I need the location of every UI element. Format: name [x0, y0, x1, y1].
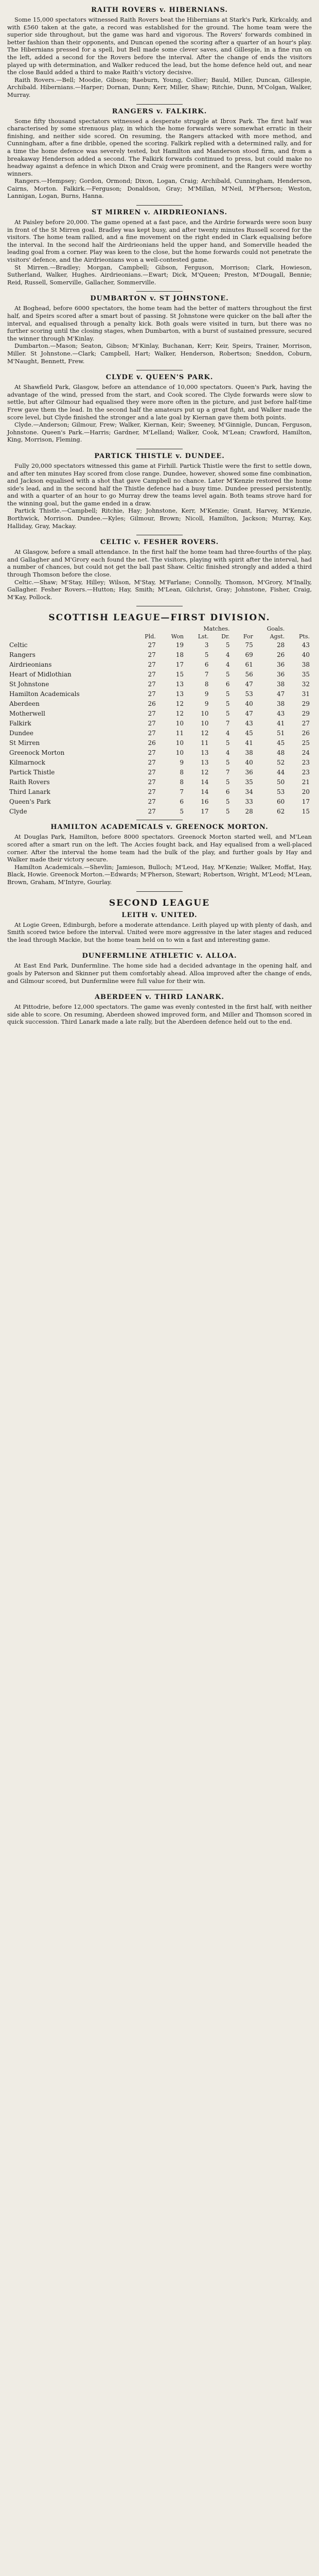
cell-club: Airdrieonians	[9, 661, 52, 669]
cell-against: 51	[276, 730, 285, 737]
table-row	[7, 787, 312, 797]
cell-lost: 12	[201, 730, 209, 737]
cell-for: 69	[245, 651, 253, 659]
team-lineups: Rangers.—Hempsey; Gordon, Ormond; Dixon, Logan, Craig; Archibald, Cunningham, Henderson, Cairns, Morton. Falkirk.—Ferguson; Donaldson, Gray; M'Millan, M'Neil, M'Pherson; Weston, Lannigan, Logan, Burns, Hanna.	[7, 177, 312, 200]
divider	[136, 104, 183, 105]
report-paragraph: At Pittodrie, before 12,000 spectators. The game was evenly contested in the first half, with neither side able to score. On resuming, Aberdeen showed improved form, and Miller and Thomson scored in quick succession. Third Lanark made a late rally, but the Aberdeen defence held out to the end.	[7, 1003, 312, 1026]
cell-pld: 27	[148, 778, 156, 786]
cell-pld: 27	[148, 661, 156, 669]
cell-club: St Johnstone	[9, 681, 49, 688]
league-table	[7, 625, 312, 817]
match-reports-continued	[7, 823, 312, 886]
cell-pts: 23	[302, 759, 310, 767]
cell-pts: 21	[302, 778, 310, 786]
match-report-leith-unitedcrowns	[7, 911, 312, 944]
cell-won: 13	[175, 681, 184, 688]
report-paragraph: At Paisley before 20,000. The game opened at a fast pace, and the Airdrie forwards were soon busy in front of the St Mirren goal. Bradley was kept busy, and after twenty minutes Russell scored for the visitors. The home team rallied, and a fine movement on the right ended in Clark equalising before the interval. In the second half the Airdrieonians held the upper hand, and Somerville headed the leading goal from a corner. Play was keen to the close, but the home forwards could not penetrate the visitors' defence, and the Airdrieonians won a well-contested game.	[7, 218, 312, 264]
match-report-celtic-fetherovers	[7, 538, 312, 601]
cell-for: 61	[245, 661, 253, 669]
cell-won: 18	[175, 651, 184, 659]
cell-lost: 9	[204, 700, 209, 708]
cell-lost: 7	[204, 671, 209, 679]
cell-club: Motherwell	[9, 710, 45, 718]
cell-won: 5	[180, 808, 184, 816]
cell-won: 12	[175, 710, 184, 718]
table-row	[7, 797, 312, 807]
cell-lost: 16	[201, 798, 209, 806]
cell-drawn: 5	[225, 739, 230, 747]
cell-against: 38	[276, 681, 285, 688]
cell-against: 44	[276, 769, 285, 776]
cell-pld: 26	[148, 739, 156, 747]
cell-for: 45	[245, 730, 253, 737]
cell-for: 28	[245, 808, 253, 816]
team-lineups: Celtic.—Shaw; M'Stay, Hilley; Wilson, M'Stay, M'Farlane; Connolly, Thomson, M'Grory, M'Inally, Gallagher. Fesher Rovers.—Hutton; Hay, Smith; M'Lean, Gilchrist, Gray; Johnstone, Fisher, Craig, M'Kay, Pollock.	[7, 578, 312, 601]
cell-for: 40	[245, 759, 253, 767]
cell-lost: 10	[201, 710, 209, 718]
cell-won: 7	[180, 788, 184, 796]
match-headline: HAMILTON ACADEMICALS v. GREENOCK MORTON.	[50, 823, 269, 832]
match-headline: CELTIC v. FESHER ROVERS.	[100, 538, 219, 547]
cell-drawn: 7	[225, 769, 230, 776]
cell-drawn: 4	[225, 730, 230, 737]
cell-drawn: 5	[225, 671, 230, 679]
table-row	[7, 758, 312, 768]
cell-for: 56	[245, 671, 253, 679]
cell-for: 36	[245, 769, 253, 776]
cell-club: Celtic	[9, 641, 28, 649]
cell-drawn: 5	[225, 710, 230, 718]
cell-pts: 38	[302, 661, 310, 669]
cell-lost: 13	[201, 759, 209, 767]
match-report-raith-hibernians	[7, 6, 312, 99]
team-lineups: Partick Thistle.—Campbell; Ritchie, Hay; Johnstone, Kerr, M'Kenzie; Grant, Harvey, M'Kenzie, Borthwick, Morrison. Dundee.—Kyles; Gilmour, Brown; Nicoll, Hamilton, Jackson; Murray, Kay, Halliday, Gray, Mackay.	[7, 507, 312, 530]
cell-won: 15	[175, 671, 184, 679]
cell-pts: 31	[302, 690, 310, 698]
table-row	[7, 768, 312, 777]
cell-pld: 27	[148, 681, 156, 688]
match-headline: DUNFERMLINE ATHLETIC v. ALLOA.	[82, 952, 237, 960]
cell-won: 10	[175, 739, 184, 747]
cell-pld: 27	[148, 641, 156, 649]
cell-against: 45	[276, 739, 285, 747]
cell-club: Aberdeen	[9, 700, 40, 708]
report-paragraph: Fully 20,000 spectators witnessed this game at Firhill. Partick Thistle were the first to settle down, and after ten minutes Hay scored from close range. Dundee, however, showed some fine combination, and Jackson equalised with a shot that gave Campbell no chance. Later M'Kenzie restored the home side's lead, and in the second half the Thistle defence had a busy time. Dundee pressed persistently, and with a quarter of an hour to go Murray drew the teams level again. Both teams strove hard for the winning goal, but the game ended in a draw.	[7, 462, 312, 507]
report-paragraph: At Logie Green, Edinburgh, before a moderate attendance. Leith played up with plenty of dash, and Smith scored twice before the interval. United were more aggressive in the later stages and reduced the lead through Mackie, but the home team held on to win a fast and interesting game.	[7, 921, 312, 943]
cell-against: 48	[276, 749, 285, 757]
cell-club: Greenock Morton	[9, 749, 65, 757]
cell-for: 43	[245, 720, 253, 727]
cell-lost: 8	[204, 681, 209, 688]
cell-club: Hamilton Academicals	[9, 690, 80, 698]
match-report-stmirren-airdrieonians	[7, 209, 312, 286]
cell-pld: 26	[148, 700, 156, 708]
cell-lost: 10	[201, 720, 209, 727]
cell-lost: 13	[201, 749, 209, 757]
match-report-clyde-queenspark	[7, 374, 312, 444]
table-row	[7, 738, 312, 748]
match-headline: RAITH ROVERS v. HIBERNIANS.	[91, 6, 228, 14]
team-lineups: Clyde.—Anderson; Gilmour, Frew; Walker, Kiernan, Keir; Sweeney, M'Ginnigle, Duncan, Ferguson, Johnstone. Queen's Park.—Harris; Gardner, M'Lelland; Walker, Cook, M'Lean; Crawford, Hamilton, King, Morrison, Fleming.	[7, 421, 312, 444]
match-report-dumbarton-stjohnstone	[7, 295, 312, 365]
cell-pld: 27	[148, 730, 156, 737]
second-league-reports	[7, 911, 312, 1026]
cell-drawn: 5	[225, 690, 230, 698]
cell-lost: 6	[204, 661, 209, 669]
cell-club: Dundee	[9, 730, 33, 737]
report-paragraph: At Shawfield Park, Glasgow, before an attendance of 10,000 spectators. Queen's Park, having the advantage of the wind, pressed from the start, and Cook scored. The Clyde forwards were slow to settle, but after Gilmour had equalised they were more often in the picture, and just before half-time Frew gave them the lead. In the second half the amateurs put up a great fight, and Walker made the score level, but Clyde finished the stronger and a late goal by Kiernan gave them both points.	[7, 383, 312, 421]
cell-for: 47	[245, 710, 253, 718]
cell-pts: 25	[302, 739, 310, 747]
match-reports	[7, 6, 312, 601]
cell-pld: 27	[148, 720, 156, 727]
table-row	[7, 680, 312, 689]
against-header: Agst.	[270, 633, 285, 640]
cell-drawn: 7	[225, 720, 230, 727]
cell-pld: 27	[148, 651, 156, 659]
table-row	[7, 719, 312, 728]
cell-against: 36	[276, 671, 285, 679]
match-headline: CLYDE v. QUEEN'S PARK.	[105, 374, 214, 382]
cell-won: 12	[175, 700, 184, 708]
cell-won: 8	[180, 778, 184, 786]
cell-pld: 27	[148, 808, 156, 816]
cell-for: 34	[245, 788, 253, 796]
cell-club: Raith Rovers	[9, 778, 50, 786]
cell-won: 9	[180, 759, 184, 767]
match-headline: ST MIRREN v. AIRDRIEONIANS.	[91, 209, 228, 217]
cell-pts: 35	[302, 671, 310, 679]
cell-drawn: 6	[225, 681, 230, 688]
table-row	[7, 728, 312, 738]
cell-club: Clyde	[9, 808, 27, 816]
cell-pts: 40	[302, 651, 310, 659]
match-headline: RANGERS v. FALKIRK.	[112, 107, 207, 115]
cell-for: 35	[245, 778, 253, 786]
cell-for: 53	[245, 690, 253, 698]
cell-for: 47	[245, 681, 253, 688]
points-header: Pts.	[299, 633, 310, 640]
cell-club: Falkirk	[9, 720, 31, 727]
cell-club: Partick Thistle	[9, 769, 55, 776]
cell-against: 41	[276, 720, 285, 727]
report-paragraph: At Boghead, before 6000 spectators, the home team had the better of matters throughout the first half, and Speirs scored after a smart bout of passing. St Johnstone were quicker on the ball after the interval, and equalised through a penalty kick. Both goals were visited in turn, but there was no further scoring until the closing stages, when Dumbarton, with a burst of sustained pressure, secured the winner through M'Kinlay.	[7, 304, 312, 342]
lost-header: Lst.	[198, 633, 209, 640]
cell-won: 13	[175, 690, 184, 698]
match-headline: DUMBARTON v. ST JOHNSTONE.	[90, 295, 229, 303]
team-lineups: St Mirren.—Bradley; Morgan, Campbell; Gibson, Ferguson, Morrison; Clark, Howieson, Sutherland, Walker, Hughes. Airdrieonians.—Ewart; Dick, M'Queen; Preston, M'Dougall, Bennie; Reid, Russell, Somerville, Gallacher, Sommerville.	[7, 263, 312, 286]
cell-drawn: 6	[225, 788, 230, 796]
cell-for: 41	[245, 739, 253, 747]
cell-against: 28	[276, 641, 285, 649]
divider	[136, 948, 183, 949]
cell-against: 60	[276, 798, 285, 806]
cell-won: 11	[175, 730, 184, 737]
cell-drawn: 4	[225, 749, 230, 757]
league-first-division	[7, 613, 312, 817]
table-row	[7, 777, 312, 787]
cell-lost: 9	[204, 690, 209, 698]
cell-pld: 27	[148, 759, 156, 767]
cell-pts: 23	[302, 769, 310, 776]
cell-pld: 27	[148, 798, 156, 806]
cell-against: 62	[276, 808, 285, 816]
cell-lost: 14	[201, 788, 209, 796]
match-headline: PARTICK THISTLE v. DUNDEE.	[94, 452, 225, 460]
goals-group-header: Goals.	[267, 625, 285, 633]
league-table-title: SCOTTISH LEAGUE—FIRST DIVISION.	[48, 613, 271, 623]
divider	[136, 891, 183, 892]
cell-drawn: 5	[225, 700, 230, 708]
table-row	[7, 807, 312, 817]
cell-lost: 12	[201, 769, 209, 776]
won-header: Won	[171, 633, 184, 640]
cell-drawn: 4	[225, 651, 230, 659]
cell-against: 52	[276, 759, 285, 767]
cell-club: Rangers	[9, 651, 36, 659]
cell-against: 50	[276, 778, 285, 786]
cell-club: Heart of Midlothian	[9, 671, 72, 679]
second-league	[7, 898, 312, 1026]
team-lineups: Dumbarton.—Mason; Seaton, Gibson; M'Kinlay, Buchanan, Kerr; Keir, Speirs, Trainer, Morrison, Miller. St Johnstone.—Clark; Campbell, Hart; Walker, Henderson, Robertson; Sneddon, Coburn, M'Naught, Bennett, Frew.	[7, 342, 312, 365]
cell-club: Kilmarnock	[9, 759, 45, 767]
table-row	[7, 640, 312, 650]
table-row	[7, 650, 312, 660]
matches-group-header: Matches.	[203, 625, 230, 633]
match-report-aberdeen-thirdlanark	[7, 993, 312, 1026]
cell-pts: 24	[302, 749, 310, 757]
cell-for: 38	[245, 749, 253, 757]
cell-pts: 43	[302, 641, 310, 649]
cell-pld: 27	[148, 671, 156, 679]
match-report-dunfermline-alloa	[7, 952, 312, 985]
table-row	[7, 670, 312, 680]
cell-lost: 3	[204, 641, 209, 649]
report-paragraph: At Glasgow, before a small attendance. In the first half the home team had three-fourths of the play, and Gallagher and M'Grory each found the net. The visitors, playing with spirit after the interval, had a number of chances, but could not get the ball past Shaw. Celtic finished strongly and added a third through Thomson before the close.	[7, 548, 312, 579]
played-header: Pld.	[145, 633, 156, 640]
report-paragraph: At Douglas Park, Hamilton, before 8000 spectators. Greenock Morton started well, and M'Lean scored after a smart run on the left. The Accies fought back, and Hay equalised from a well-placed corner. After the interval the home team had the bulk of the play, and further goals by Hay and Walker made their victory secure.	[7, 833, 312, 863]
cell-club: Third Lanark	[9, 788, 50, 796]
newspaper-column	[0, 0, 319, 1026]
match-headline: LEITH v. UNITED.	[121, 911, 198, 919]
table-row	[7, 699, 312, 709]
table-row	[7, 709, 312, 719]
for-header: For	[243, 633, 253, 640]
report-paragraph: Some fifty thousand spectators witnessed a desperate struggle at Ibrox Park. The first half was characterised by some strenuous play, in which the home forwards were somewhat erratic in their finishing, and neither side scored. On resuming, the Rangers attacked with more method, and Cunningham, after a fine dribble, opened the scoring. Falkirk replied with a determined rally, and for a time the home defence was severely tested, but Hamilton and Manderson stood firm, and from a breakaway Henderson added a second. The Falkirk forwards continued to press, but could make no headway against a defence in which Dixon and Craig were prominent, and the Rangers were worthy winners.	[7, 117, 312, 177]
cell-pld: 27	[148, 769, 156, 776]
team-lineups: Hamilton Academicals.—Shevlin; Jamieson, Bulloch; M'Leod, Hay, M'Kenzie; Walker, Moffat, Hay, Black, Howie. Greenock Morton.—Edwards; M'Pherson, Stewart; Robertson, Wright, M'Leod; M'Lean, Brown, Graham, M'Intyre, Gourlay.	[7, 863, 312, 886]
cell-for: 75	[245, 641, 253, 649]
team-lineups: Raith Rovers.—Bell; Moodie, Gibson; Raeburn, Young, Collier; Bauld, Miller, Duncan, Gillespie, Archibald. Hibernians.—Harper; Dornan, Dunn; Kerr, Miller, Shaw; Ritchie, Dunn, M'Colgan, Walker, Murray.	[7, 76, 312, 98]
cell-lost: 11	[201, 739, 209, 747]
table-row	[7, 748, 312, 758]
divider	[136, 291, 183, 292]
cell-won: 10	[175, 720, 184, 727]
cell-against: 53	[276, 788, 285, 796]
cell-against: 36	[276, 661, 285, 669]
report-paragraph: At East End Park, Dunfermline. The home side had a decided advantage in the opening half, and goals by Paterson and Skinner put them comfortably ahead. Alloa improved after the change of ends, and Gilmour scored, but Dunfermline were full value for their win.	[7, 962, 312, 985]
cell-won: 19	[175, 641, 184, 649]
cell-against: 43	[276, 710, 285, 718]
cell-pld: 27	[148, 710, 156, 718]
cell-pld: 27	[148, 690, 156, 698]
cell-won: 17	[175, 661, 184, 669]
table-row	[7, 660, 312, 670]
cell-drawn: 5	[225, 641, 230, 649]
cell-pts: 17	[302, 798, 310, 806]
cell-won: 8	[180, 769, 184, 776]
drawn-header: Dr.	[221, 633, 230, 640]
cell-pts: 29	[302, 710, 310, 718]
cell-pld: 27	[148, 749, 156, 757]
cell-pts: 32	[302, 681, 310, 688]
report-paragraph: Some 15,000 spectators witnessed Raith Rovers beat the Hibernians at Stark's Park, Kirkcaldy, and with £560 taken at the gate, a record was established for the ground. The home team were the superior side throughout, but the game was hard and vigorous. The Rovers' forwards combined in better fashion than their opponents, and Duncan opened the scoring after a quarter of an hour's play. The Hibernians pressed for a spell, but Bell made some clever saves, and Gillespie, in a fine run on the left, added a second for the Rovers before the interval. After the change of ends the visitors played up with determination, and Walker reduced the lead, but the home defence held out, and near the close Bauld added a third to make Raith's victory decisive.	[7, 16, 312, 76]
cell-drawn: 5	[225, 798, 230, 806]
league-table-body	[7, 640, 312, 817]
table-row	[7, 689, 312, 699]
cell-won: 10	[175, 749, 184, 757]
cell-club: Queen's Park	[9, 798, 51, 806]
cell-against: 38	[276, 700, 285, 708]
cell-pld: 27	[148, 788, 156, 796]
cell-lost: 5	[204, 651, 209, 659]
match-report-hamilton-morton	[7, 823, 312, 886]
cell-for: 33	[245, 798, 253, 806]
cell-drawn: 5	[225, 808, 230, 816]
cell-drawn: 5	[225, 778, 230, 786]
cell-drawn: 5	[225, 759, 230, 767]
match-headline: ABERDEEN v. THIRD LANARK.	[94, 993, 225, 1002]
cell-against: 47	[276, 690, 285, 698]
cell-pts: 29	[302, 700, 310, 708]
cell-drawn: 4	[225, 661, 230, 669]
cell-lost: 14	[201, 778, 209, 786]
cell-club: St Mirren	[9, 739, 40, 747]
match-report-rangers-falkirk	[7, 108, 312, 200]
cell-against: 26	[276, 651, 285, 659]
cell-pts: 26	[302, 730, 310, 737]
second-league-title: SECOND LEAGUE	[109, 897, 210, 908]
cell-won: 6	[180, 798, 184, 806]
cell-pts: 15	[302, 808, 310, 816]
cell-pts: 20	[302, 788, 310, 796]
divider	[136, 205, 183, 206]
match-report-partick-dundee	[7, 452, 312, 530]
cell-for: 40	[245, 700, 253, 708]
cell-pts: 27	[302, 720, 310, 727]
cell-lost: 17	[201, 808, 209, 816]
